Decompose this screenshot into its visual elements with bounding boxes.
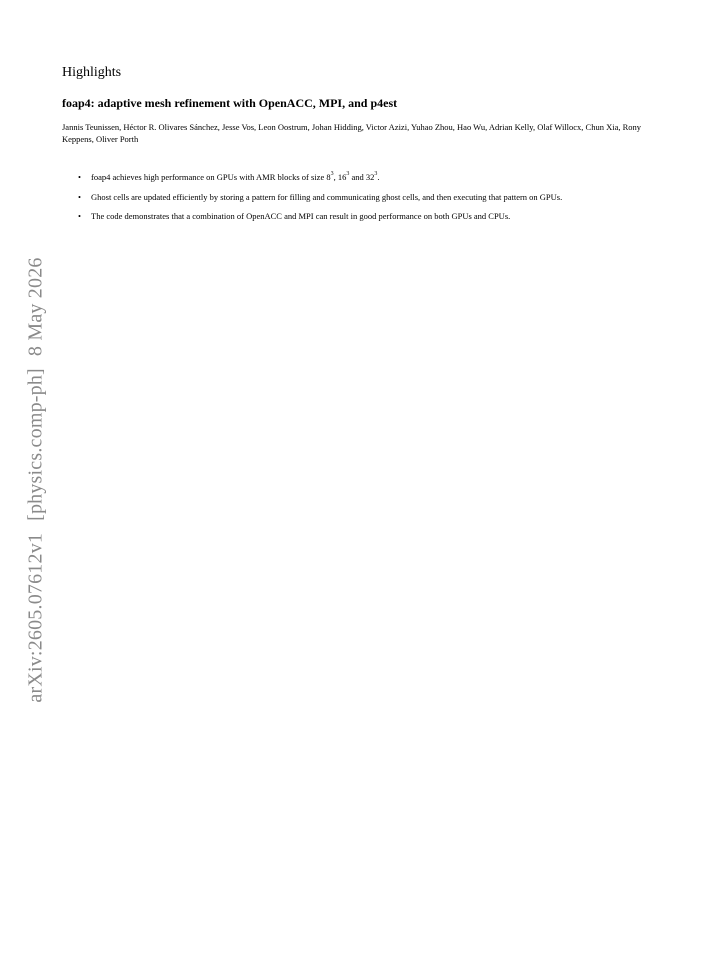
bullet-icon: • [78, 211, 81, 221]
highlights-heading: Highlights [62, 65, 122, 80]
arxiv-id: arXiv:2605.07612v1 [24, 532, 47, 703]
highlight-item [78, 211, 660, 223]
highlights-list [78, 172, 660, 231]
highlight-item [78, 172, 660, 184]
arxiv-category: [physics.comp-ph] [24, 368, 47, 521]
arxiv-side-stamp [25, 257, 48, 702]
author-list: Jannis Teunissen, Héctor R. Olivares Sánchez, Jesse Vos, Leon Oostrum, Johan Hidding, Victor Azizi, Yuhao Zhou, Hao Wu, Adrian Kelly, Olaf Willocx, Chun Xia, Rony Keppens, Oliver Porth [62, 122, 642, 144]
bullet-icon: • [78, 191, 81, 202]
highlight-item [78, 192, 660, 204]
highlight-text: foap4 achieves high performance on GPUs with AMR blocks of size $8^3$, $16^3$ and $32^3$. [91, 171, 380, 182]
paper-title: foap4: adaptive mesh refinement with OpenACC, MPI, and p4est [62, 96, 398, 110]
highlight-text: The code demonstrates that a combination of OpenACC and MPI can result in good performance on both GPUs and CPUs. [91, 211, 511, 221]
arxiv-date: 8 May 2026 [24, 257, 47, 357]
highlight-text: Ghost cells are updated efficiently by storing a pattern for filling and communicating ghost cells, and then executing that pattern on GPUs. [91, 191, 563, 202]
bullet-icon: • [78, 172, 81, 182]
